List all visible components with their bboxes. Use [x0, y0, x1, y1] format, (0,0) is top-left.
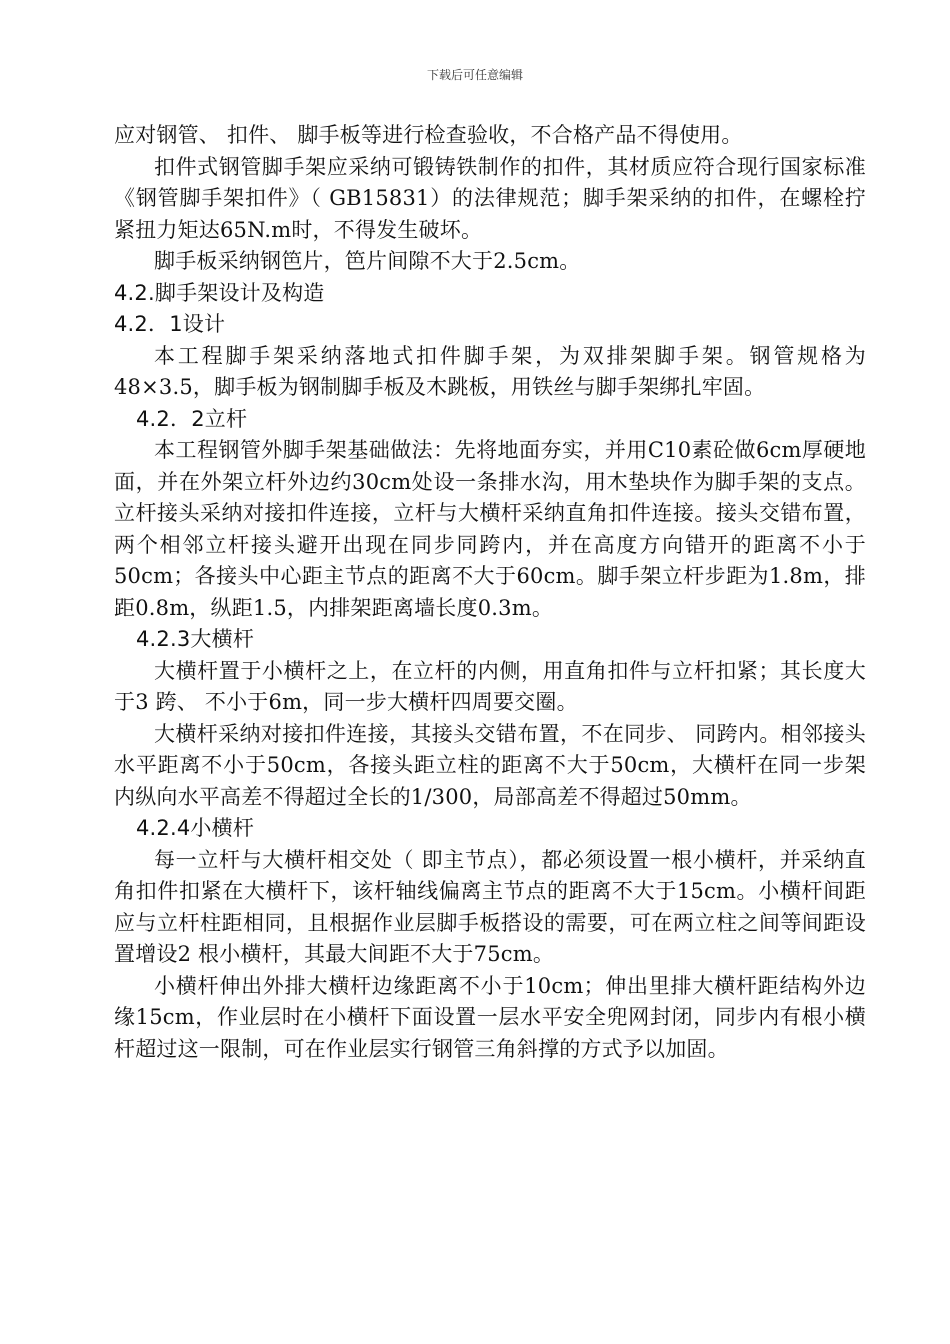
paragraph-inspection: 应对钢管、 扣件、 脚手板等进行检查验收，不合格产品不得使用。 [114, 123, 743, 147]
heading-4-2-3: 4.2.3大横杆 [136, 627, 255, 651]
heading-4-2-2: 4.2．2立杆 [136, 406, 248, 431]
heading-4-2-4: 4.2.4小横杆 [136, 816, 255, 840]
paragraph-upright-pole: 本工程钢管外脚手架基础做法：先将地面夯实，并用C10素砼做6cm厚硬地面，并在外架立杆外边约30cm处设一条排水沟，用木垫块作为脚手架的支点。立杆接头采纳对接扣件连接，立杆与大横杆采纳直角扣件连接。接头交错布置，两个相邻立杆接头避开出现在同步同跨内，并在高度方向错开的距离不小于50cm；各接头中心距主节点的距离不大于60cm。脚手架立杆步距为1.8m，排距0.8m，纵距1.5，内排架距离墙长度0.3m。 [114, 438, 866, 620]
paragraph-transom-extension: 小横杆伸出外排大横杆边缘距离不小于10cm；伸出里排大横杆距结构外边缘15cm，作业层时在小横杆下面设置一层水平安全兜网封闭，同步内有根小横杆超过这一限制，可在作业层实行钢管三角斜撑的方式予以加固。 [114, 973, 866, 1061]
page-header: 下载后可任意编辑 [426, 68, 523, 82]
paragraph-ledger-joints: 大横杆采纳对接扣件连接，其接头交错布置，不在同步、 同跨内。相邻接头水平距离不小于50cm，各接头距立柱的距离不大于50cm，大横杆在同一步架内纵向水平高差不得超过全长的1/300，局部高差不得超过50mm。 [114, 721, 866, 809]
paragraph-ledger-placement: 大横杆置于小横杆之上，在立杆的内侧，用直角扣件与立杆扣紧；其长度大于3 跨、 不小于6m，同一步大横杆四周要交圈。 [114, 658, 866, 714]
document-body [114, 120, 866, 1065]
heading-4-2: 4.2.脚手架设计及构造 [114, 280, 325, 305]
paragraph-transom-placement: 每一立杆与大横杆相交处（ 即主节点），都必须设置一根小横杆，并采纳直角扣件扣紧在大横杆下，该杆轴线偏离主节点的距离不大于15cm。小横杆间距应与立杆柱距相同，且根据作业层脚手板搭设的需要，可在两立柱之间等间距设置增设2 根小横杆，其最大间距不大于75cm。 [114, 847, 866, 966]
paragraph-design: 本工程脚手架采纳落地式扣件脚手架，为双排架脚手架。钢管规格为48×3.5，脚手板为钢制脚手板及木跳板，用铁丝与脚手架绑扎牢固。 [114, 343, 866, 399]
heading-4-2-1: 4.2．1设计 [114, 312, 226, 336]
paragraph-scaffold-board: 脚手板采纳钢笆片，笆片间隙不大于2.5cm。 [154, 249, 581, 273]
paragraph-fastener-standard: 扣件式钢管脚手架应采纳可锻铸铁制作的扣件，其材质应符合现行国家标准《钢管脚手架扣件》（ GB15831）的法律规范；脚手架采纳的扣件，在螺栓拧紧扭力矩达65N.m时，不得发生破坏。 [114, 154, 866, 242]
